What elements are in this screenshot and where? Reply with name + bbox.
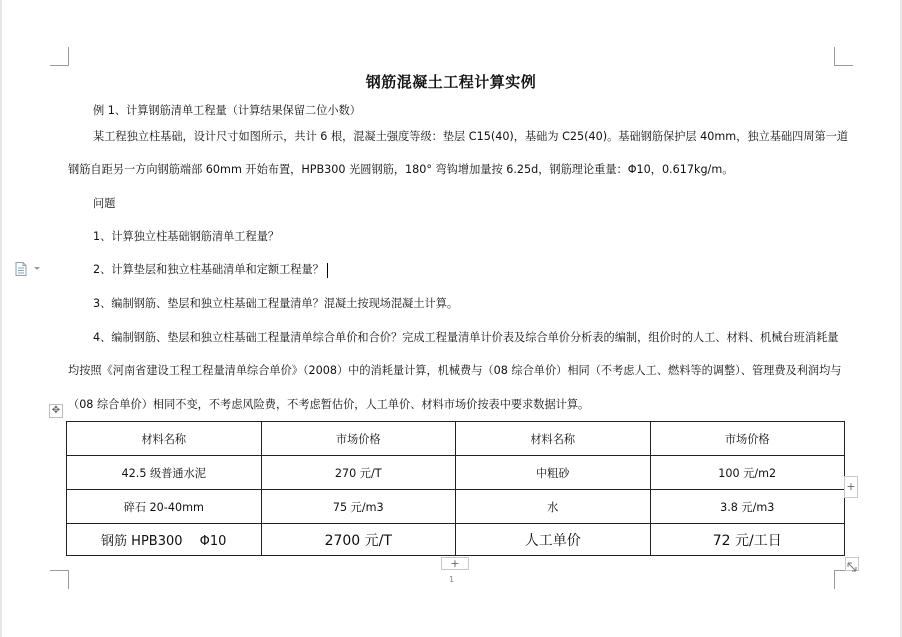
question-2[interactable] [93,262,328,278]
table-row [67,524,845,556]
header-cell: 市场价格 [261,422,456,456]
question-4-line-1: 4、编制钢筋、垫层和独立柱基础工程量清单综合单价和合价？完成工程量清单计价表及综合单价分析表的编制，组价时的人工、材料、机械台班消耗量 [93,331,839,344]
question-4-line-3: （08 综合单价）相同不变，不考虑风险费，不考虑暂估价，人工单价、材料市场价按表中要求数据计算。 [68,398,590,411]
question-3: 3、编制钢筋、垫层和独立柱基础工程量清单？混凝土按现场混凝土计算。 [93,297,459,310]
table-cell: 水 [456,490,651,524]
table-cell: 270 元/T [261,456,456,490]
resize-icon [846,561,858,573]
table-cell: 钢筋 HPB300 Φ10 [67,524,262,556]
table-cell: 中粗砂 [456,456,651,490]
text-cursor [327,263,328,278]
add-row-button[interactable]: + [441,557,469,570]
table-cell: 3.8 元/m3 [650,490,845,524]
table-cell: 72 元/工日 [650,524,845,556]
table-header-row [67,422,845,456]
table-cell: 人工单价 [456,524,651,556]
table-resize-handle[interactable] [845,557,859,571]
material-price-table [66,421,845,556]
table-row [67,490,845,524]
crop-mark-top-left [50,47,69,66]
page-number: 1 [449,575,455,584]
crop-mark-top-right [834,47,853,66]
table-cell: 42.5 级普通水泥 [67,456,262,490]
crop-mark-bottom-left [50,570,69,589]
table-move-handle-icon[interactable]: ✥ [49,404,63,418]
header-cell: 材料名称 [67,422,262,456]
question-4-line-2: 均按照《河南省建设工程工程量清单综合单价》（2008）中的消耗量计算，机械费与（08 综合单价）相同（不考虑人工、燃料等的调整）、管理费及利润均与 [68,364,842,377]
table-cell: 75 元/m3 [261,490,456,524]
example-heading: 例 1、计算钢筋清单工程量（计算结果保留二位小数） [93,104,361,117]
document-page [2,0,900,637]
header-cell: 市场价格 [650,422,845,456]
questions-heading: 问题 [93,197,116,210]
table-cell: 100 元/m2 [650,456,845,490]
document-icon[interactable] [14,262,42,276]
header-cell: 材料名称 [456,422,651,456]
document-title: 钢筋混凝土工程计算实例 [365,73,537,91]
table-row [67,456,845,490]
table-cell: 2700 元/T [261,524,456,556]
question-1: 1、计算独立柱基础钢筋清单工程量？ [93,230,280,243]
question-2-text: 2、计算垫层和独立柱基础清单和定额工程量？ [93,263,324,276]
paragraph-1-line-1: 某工程独立柱基础，设计尺寸如图所示，共计 6 根，混凝土强度等级：垫层 C15(40)，基础为 C25(40)。基础钢筋保护层 40mm，独立基础四周第一道 [93,130,849,143]
add-column-button[interactable]: + [844,476,858,498]
paragraph-1-line-2: 钢筋自距另一方向钢筋端部 60mm 开始布置，HPB300 光圆钢筋，180° 弯钩增加量按 6.25d，钢筋理论重量：Φ10，0.617kg/m。 [68,163,734,176]
table-cell: 碎石 20-40mm [67,490,262,524]
